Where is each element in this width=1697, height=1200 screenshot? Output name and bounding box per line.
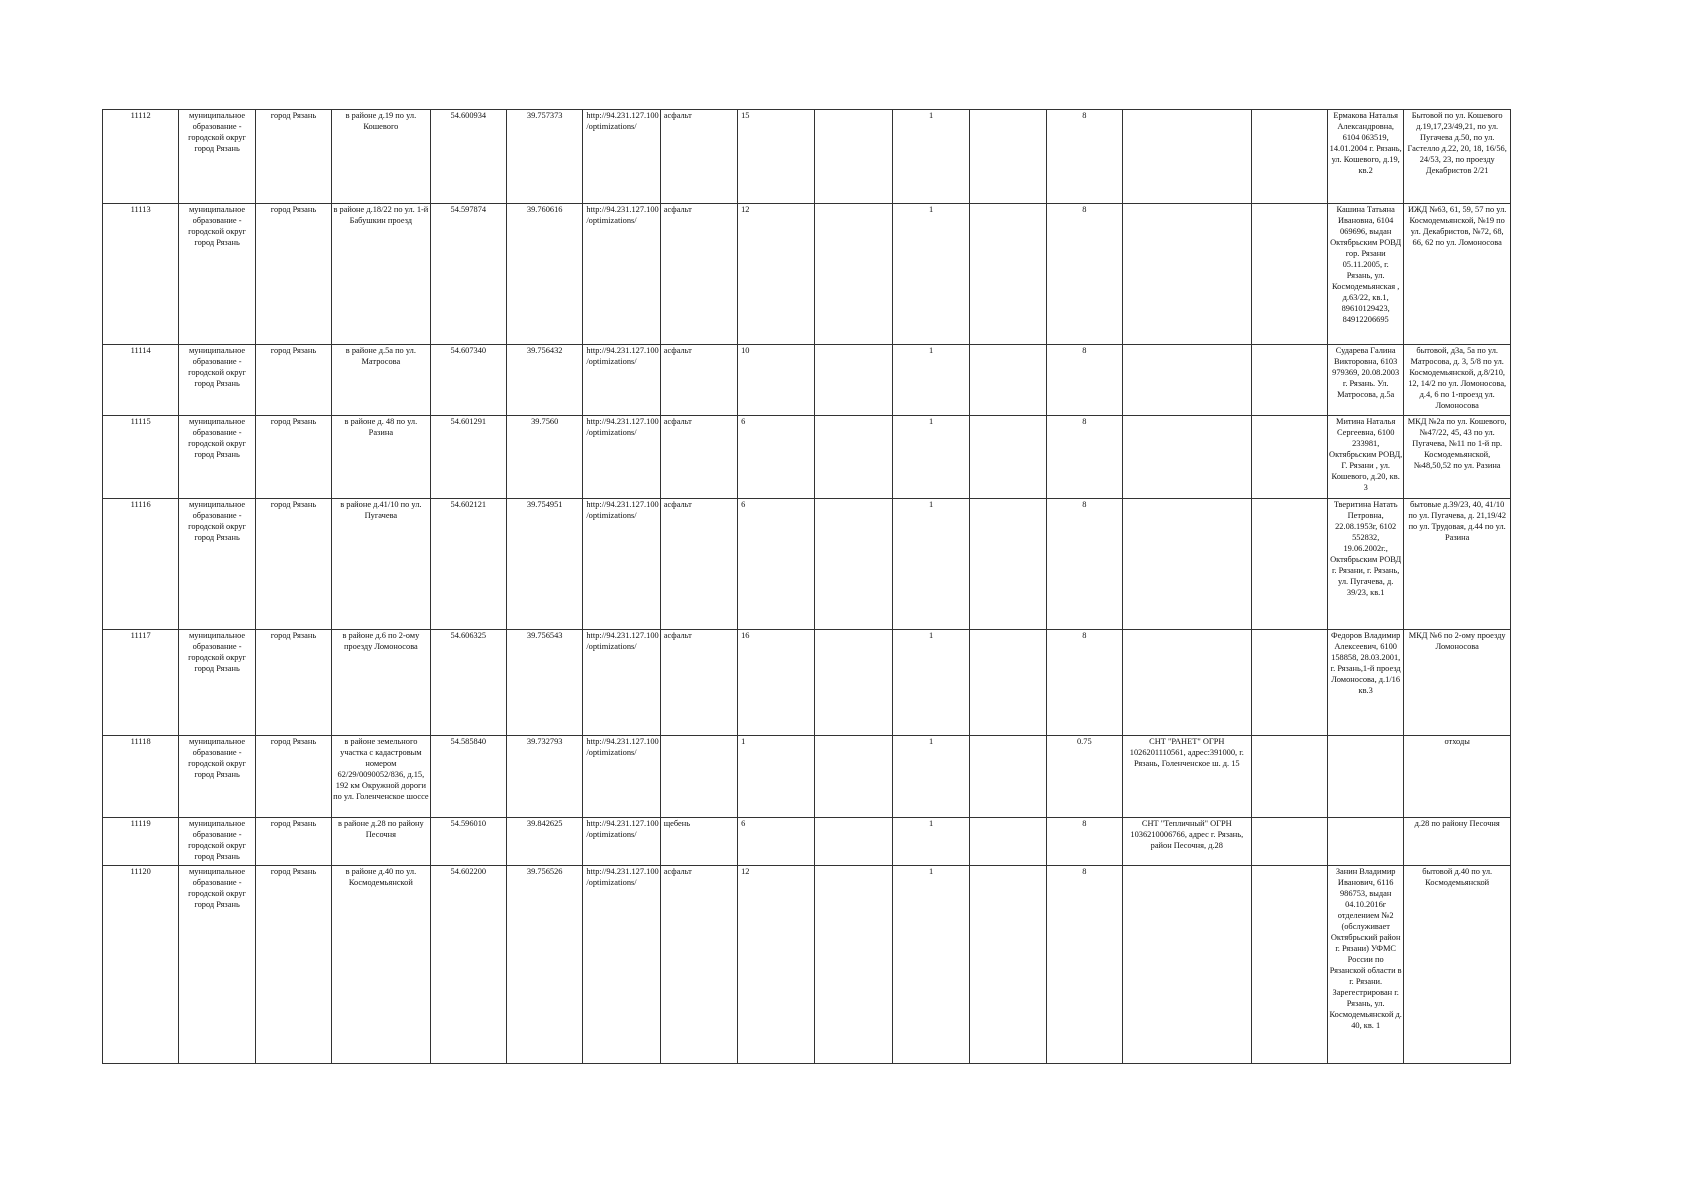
table-row bbox=[103, 499, 1511, 630]
cell-owner-org bbox=[1122, 204, 1251, 345]
cell-number: 11114 bbox=[103, 345, 179, 416]
cell-surface: асфальт bbox=[660, 416, 737, 499]
cell-empty-10 bbox=[815, 110, 892, 204]
cell-latitude: 54.597874 bbox=[430, 204, 506, 345]
cell-empty-12 bbox=[970, 866, 1046, 1064]
cell-empty-15 bbox=[1251, 110, 1327, 204]
cell-area: 6 bbox=[738, 818, 815, 866]
cell-url: http://94.231.127.100/optimizations/ bbox=[583, 630, 660, 736]
cell-location: в районе д.18/22 по ул. 1-й Бабушкин проезд bbox=[332, 204, 430, 345]
cell-longitude: 39.757373 bbox=[506, 110, 582, 204]
cell-city: город Рязань bbox=[255, 630, 331, 736]
cell-surface: асфальт bbox=[660, 866, 737, 1064]
cell-empty-15 bbox=[1251, 866, 1327, 1064]
cell-location: в районе д. 48 по ул. Разина bbox=[332, 416, 430, 499]
registry-table bbox=[102, 109, 1511, 1064]
cell-empty-15 bbox=[1251, 818, 1327, 866]
cell-owner-person bbox=[1327, 818, 1403, 866]
cell-surface: асфальт bbox=[660, 630, 737, 736]
cell-area: 12 bbox=[738, 866, 815, 1064]
cell-url: http://94.231.127.100/optimizations/ bbox=[583, 416, 660, 499]
cell-empty-15 bbox=[1251, 736, 1327, 818]
cell-latitude: 54.596010 bbox=[430, 818, 506, 866]
cell-number: 11118 bbox=[103, 736, 179, 818]
cell-city: город Рязань bbox=[255, 204, 331, 345]
cell-empty-12 bbox=[970, 630, 1046, 736]
cell-location: в районе д.41/10 по ул. Пугачева bbox=[332, 499, 430, 630]
cell-number: 11112 bbox=[103, 110, 179, 204]
table-row bbox=[103, 818, 1511, 866]
cell-empty-10 bbox=[815, 204, 892, 345]
cell-area: 6 bbox=[738, 499, 815, 630]
cell-containers: 1 bbox=[892, 110, 969, 204]
cell-sources: МКД №6 по 2-ому проезду Ломоносова bbox=[1404, 630, 1511, 736]
cell-owner-org bbox=[1122, 345, 1251, 416]
cell-owner-org bbox=[1122, 630, 1251, 736]
cell-owner-person: Тверитина Натать Петровна, 22.08.1953г, 6102 552832, 19.06.2002г., Октябрьским РОВД г. Рязани, г. Рязань, ул. Пугачева, д. 39/23, кв.1 bbox=[1327, 499, 1403, 630]
cell-empty-15 bbox=[1251, 204, 1327, 345]
cell-owner-org: СНТ "Тепличный" ОГРН 1036210006766, адрес г. Рязань, район Песочня, д.28 bbox=[1122, 818, 1251, 866]
cell-empty-12 bbox=[970, 110, 1046, 204]
cell-latitude: 54.607340 bbox=[430, 345, 506, 416]
table-row bbox=[103, 736, 1511, 818]
cell-surface: асфальт bbox=[660, 204, 737, 345]
cell-municipality: муниципальное образование - городской округ город Рязань bbox=[179, 630, 255, 736]
cell-location: в районе д.6 по 2-ому проезду Ломоносова bbox=[332, 630, 430, 736]
cell-volume: 8 bbox=[1046, 818, 1122, 866]
cell-empty-12 bbox=[970, 345, 1046, 416]
cell-containers: 1 bbox=[892, 736, 969, 818]
cell-number: 11116 bbox=[103, 499, 179, 630]
cell-location: в районе д.28 по району Песочня bbox=[332, 818, 430, 866]
cell-number: 11113 bbox=[103, 204, 179, 345]
cell-empty-12 bbox=[970, 736, 1046, 818]
cell-owner-person: Кашина Татьяна Ивановна, 6104 069696, выдан Октябрьским РОВД гор. Рязани 05.11.2005, г. Рязань, ул. Космодемьянская , д.63/22, кв.1, 89610129423, 84912206695 bbox=[1327, 204, 1403, 345]
cell-containers: 1 bbox=[892, 204, 969, 345]
cell-url: http://94.231.127.100/optimizations/ bbox=[583, 204, 660, 345]
cell-owner-person: Митина Наталья Сергеевна, 6100 233981, Октябрьским РОВД, Г. Рязани , ул. Кошевого, д.20, кв. 3 bbox=[1327, 416, 1403, 499]
cell-volume: 8 bbox=[1046, 110, 1122, 204]
cell-city: город Рязань bbox=[255, 110, 331, 204]
cell-owner-org: СНТ "РАНЕТ" ОГРН 1026201110561, адрес:391000, г. Рязань, Голенченское ш. д. 15 bbox=[1122, 736, 1251, 818]
cell-city: город Рязань bbox=[255, 866, 331, 1064]
cell-volume: 8 bbox=[1046, 345, 1122, 416]
cell-city: город Рязань bbox=[255, 818, 331, 866]
cell-location: в районе д.40 по ул. Космодемьянской bbox=[332, 866, 430, 1064]
cell-area: 16 bbox=[738, 630, 815, 736]
cell-volume: 8 bbox=[1046, 866, 1122, 1064]
cell-latitude: 54.601291 bbox=[430, 416, 506, 499]
cell-number: 11115 bbox=[103, 416, 179, 499]
cell-empty-10 bbox=[815, 499, 892, 630]
cell-sources: МКД №2а по ул. Кошевого, №47/22, 45, 43 по ул. Пугачева, №11 по 1-й пр. Космодемьянской, №48,50,52 по ул. Разина bbox=[1404, 416, 1511, 499]
cell-volume: 8 bbox=[1046, 499, 1122, 630]
cell-sources: Бытовой по ул. Кошевого д.19,17,23/49,21, по ул. Пугачева д.50, по ул. Гастелло д.22, 20, 18, 16/56, 24/53, 23, по проезду Декабристов 2/21 bbox=[1404, 110, 1511, 204]
cell-empty-10 bbox=[815, 736, 892, 818]
cell-longitude: 39.754951 bbox=[506, 499, 582, 630]
cell-municipality: муниципальное образование - городской округ город Рязань bbox=[179, 736, 255, 818]
cell-empty-15 bbox=[1251, 345, 1327, 416]
cell-containers: 1 bbox=[892, 345, 969, 416]
cell-number: 11117 bbox=[103, 630, 179, 736]
cell-sources: д.28 по району Песочня bbox=[1404, 818, 1511, 866]
cell-city: город Рязань bbox=[255, 345, 331, 416]
cell-city: город Рязань bbox=[255, 416, 331, 499]
cell-empty-12 bbox=[970, 818, 1046, 866]
cell-surface: асфальт bbox=[660, 345, 737, 416]
cell-area: 15 bbox=[738, 110, 815, 204]
cell-latitude: 54.606325 bbox=[430, 630, 506, 736]
cell-owner-org bbox=[1122, 499, 1251, 630]
cell-area: 12 bbox=[738, 204, 815, 345]
table-row bbox=[103, 416, 1511, 499]
cell-containers: 1 bbox=[892, 499, 969, 630]
cell-empty-15 bbox=[1251, 630, 1327, 736]
cell-number: 11119 bbox=[103, 818, 179, 866]
table-row bbox=[103, 204, 1511, 345]
cell-area: 10 bbox=[738, 345, 815, 416]
cell-url: http://94.231.127.100/optimizations/ bbox=[583, 818, 660, 866]
cell-volume: 8 bbox=[1046, 416, 1122, 499]
cell-sources: бытовой д.40 по ул. Космодемьянской bbox=[1404, 866, 1511, 1064]
cell-municipality: муниципальное образование - городской округ город Рязань bbox=[179, 416, 255, 499]
cell-longitude: 39.842625 bbox=[506, 818, 582, 866]
cell-surface: асфальт bbox=[660, 110, 737, 204]
cell-location: в районе д.19 по ул. Кошевого bbox=[332, 110, 430, 204]
cell-containers: 1 bbox=[892, 416, 969, 499]
cell-sources: отходы bbox=[1404, 736, 1511, 818]
cell-longitude: 39.7560 bbox=[506, 416, 582, 499]
cell-area: 6 bbox=[738, 416, 815, 499]
cell-municipality: муниципальное образование - городской округ город Рязань bbox=[179, 204, 255, 345]
cell-longitude: 39.756543 bbox=[506, 630, 582, 736]
cell-empty-10 bbox=[815, 345, 892, 416]
cell-owner-person: Сударева Галина Викторовна, 6103 979369, 20.08.2003 г. Рязань. Ул. Матросова, д.5а bbox=[1327, 345, 1403, 416]
cell-empty-12 bbox=[970, 204, 1046, 345]
cell-url: http://94.231.127.100/optimizations/ bbox=[583, 110, 660, 204]
cell-empty-12 bbox=[970, 416, 1046, 499]
cell-longitude: 39.756526 bbox=[506, 866, 582, 1064]
cell-sources: бытовой, д3а, 5а по ул. Матросова, д. 3, 5/8 по ул. Космодемьянской, д.8/210, 12, 14/2 по ул. Ломоносова, д.4, 6 по 1-проезд ул. Ломоносова bbox=[1404, 345, 1511, 416]
cell-empty-10 bbox=[815, 416, 892, 499]
cell-owner-person bbox=[1327, 736, 1403, 818]
cell-empty-15 bbox=[1251, 499, 1327, 630]
cell-sources: ИЖД №63, 61, 59, 57 по ул. Космодемьянской, №19 по ул. Декабристов, №72, 68, 66, 62 по ул. Ломоносова bbox=[1404, 204, 1511, 345]
cell-owner-person: Ермакова Наталья Александровна, 6104 063519, 14.01.2004 г. Рязань, ул. Кошевого, д.19, кв.2 bbox=[1327, 110, 1403, 204]
cell-volume: 8 bbox=[1046, 630, 1122, 736]
cell-surface bbox=[660, 736, 737, 818]
cell-latitude: 54.602200 bbox=[430, 866, 506, 1064]
cell-url: http://94.231.127.100/optimizations/ bbox=[583, 866, 660, 1064]
cell-longitude: 39.756432 bbox=[506, 345, 582, 416]
cell-empty-12 bbox=[970, 499, 1046, 630]
cell-municipality: муниципальное образование - городской округ город Рязань bbox=[179, 818, 255, 866]
cell-url: http://94.231.127.100/optimizations/ bbox=[583, 736, 660, 818]
cell-latitude: 54.602121 bbox=[430, 499, 506, 630]
cell-area: 1 bbox=[738, 736, 815, 818]
table-row bbox=[103, 866, 1511, 1064]
cell-location: в районе д.5а по ул. Матросова bbox=[332, 345, 430, 416]
cell-url: http://94.231.127.100/optimizations/ bbox=[583, 345, 660, 416]
cell-empty-10 bbox=[815, 630, 892, 736]
cell-municipality: муниципальное образование - городской округ город Рязань bbox=[179, 866, 255, 1064]
cell-owner-person: Федоров Владимир Алексеевич, 6100 158858, 28.03.2001, г. Рязань,1-й проезд Ломоносова, д.1/16 кв.3 bbox=[1327, 630, 1403, 736]
cell-latitude: 54.585840 bbox=[430, 736, 506, 818]
cell-sources: бытовые д.39/23, 40, 41/10 по ул. Пугачева, д. 21,19/42 по ул. Трудовая, д.44 по ул. Разина bbox=[1404, 499, 1511, 630]
cell-empty-10 bbox=[815, 866, 892, 1064]
cell-containers: 1 bbox=[892, 818, 969, 866]
cell-empty-15 bbox=[1251, 416, 1327, 499]
cell-municipality: муниципальное образование - городской округ город Рязань bbox=[179, 345, 255, 416]
cell-containers: 1 bbox=[892, 866, 969, 1064]
cell-municipality: муниципальное образование - городской округ город Рязань bbox=[179, 110, 255, 204]
cell-city: город Рязань bbox=[255, 499, 331, 630]
cell-owner-org bbox=[1122, 866, 1251, 1064]
cell-surface: асфальт bbox=[660, 499, 737, 630]
table-row bbox=[103, 345, 1511, 416]
cell-latitude: 54.600934 bbox=[430, 110, 506, 204]
cell-url: http://94.231.127.100/optimizations/ bbox=[583, 499, 660, 630]
cell-empty-10 bbox=[815, 818, 892, 866]
cell-city: город Рязань bbox=[255, 736, 331, 818]
cell-surface: щебень bbox=[660, 818, 737, 866]
table-row bbox=[103, 110, 1511, 204]
cell-volume: 8 bbox=[1046, 204, 1122, 345]
cell-owner-org bbox=[1122, 416, 1251, 499]
cell-owner-org bbox=[1122, 110, 1251, 204]
cell-owner-person: Занин Владимир Иванович, 6116 986753, выдан 04.10.2016г отделением №2 (обслуживает Октябрьский район г. Рязани) УФМС России по Рязанской области в г. Рязани. Зарегестрирован г. Рязань, ул. Космодемьянской д. 40, кв. 1 bbox=[1327, 866, 1403, 1064]
cell-longitude: 39.760616 bbox=[506, 204, 582, 345]
cell-longitude: 39.732793 bbox=[506, 736, 582, 818]
cell-containers: 1 bbox=[892, 630, 969, 736]
cell-municipality: муниципальное образование - городской округ город Рязань bbox=[179, 499, 255, 630]
table-row bbox=[103, 630, 1511, 736]
cell-volume: 0.75 bbox=[1046, 736, 1122, 818]
cell-location: в районе земельного участка с кадастровым номером 62/29/0090052/836, д.15, 192 км Окружной дороги по ул. Голенченское шоссе bbox=[332, 736, 430, 818]
cell-number: 11120 bbox=[103, 866, 179, 1064]
